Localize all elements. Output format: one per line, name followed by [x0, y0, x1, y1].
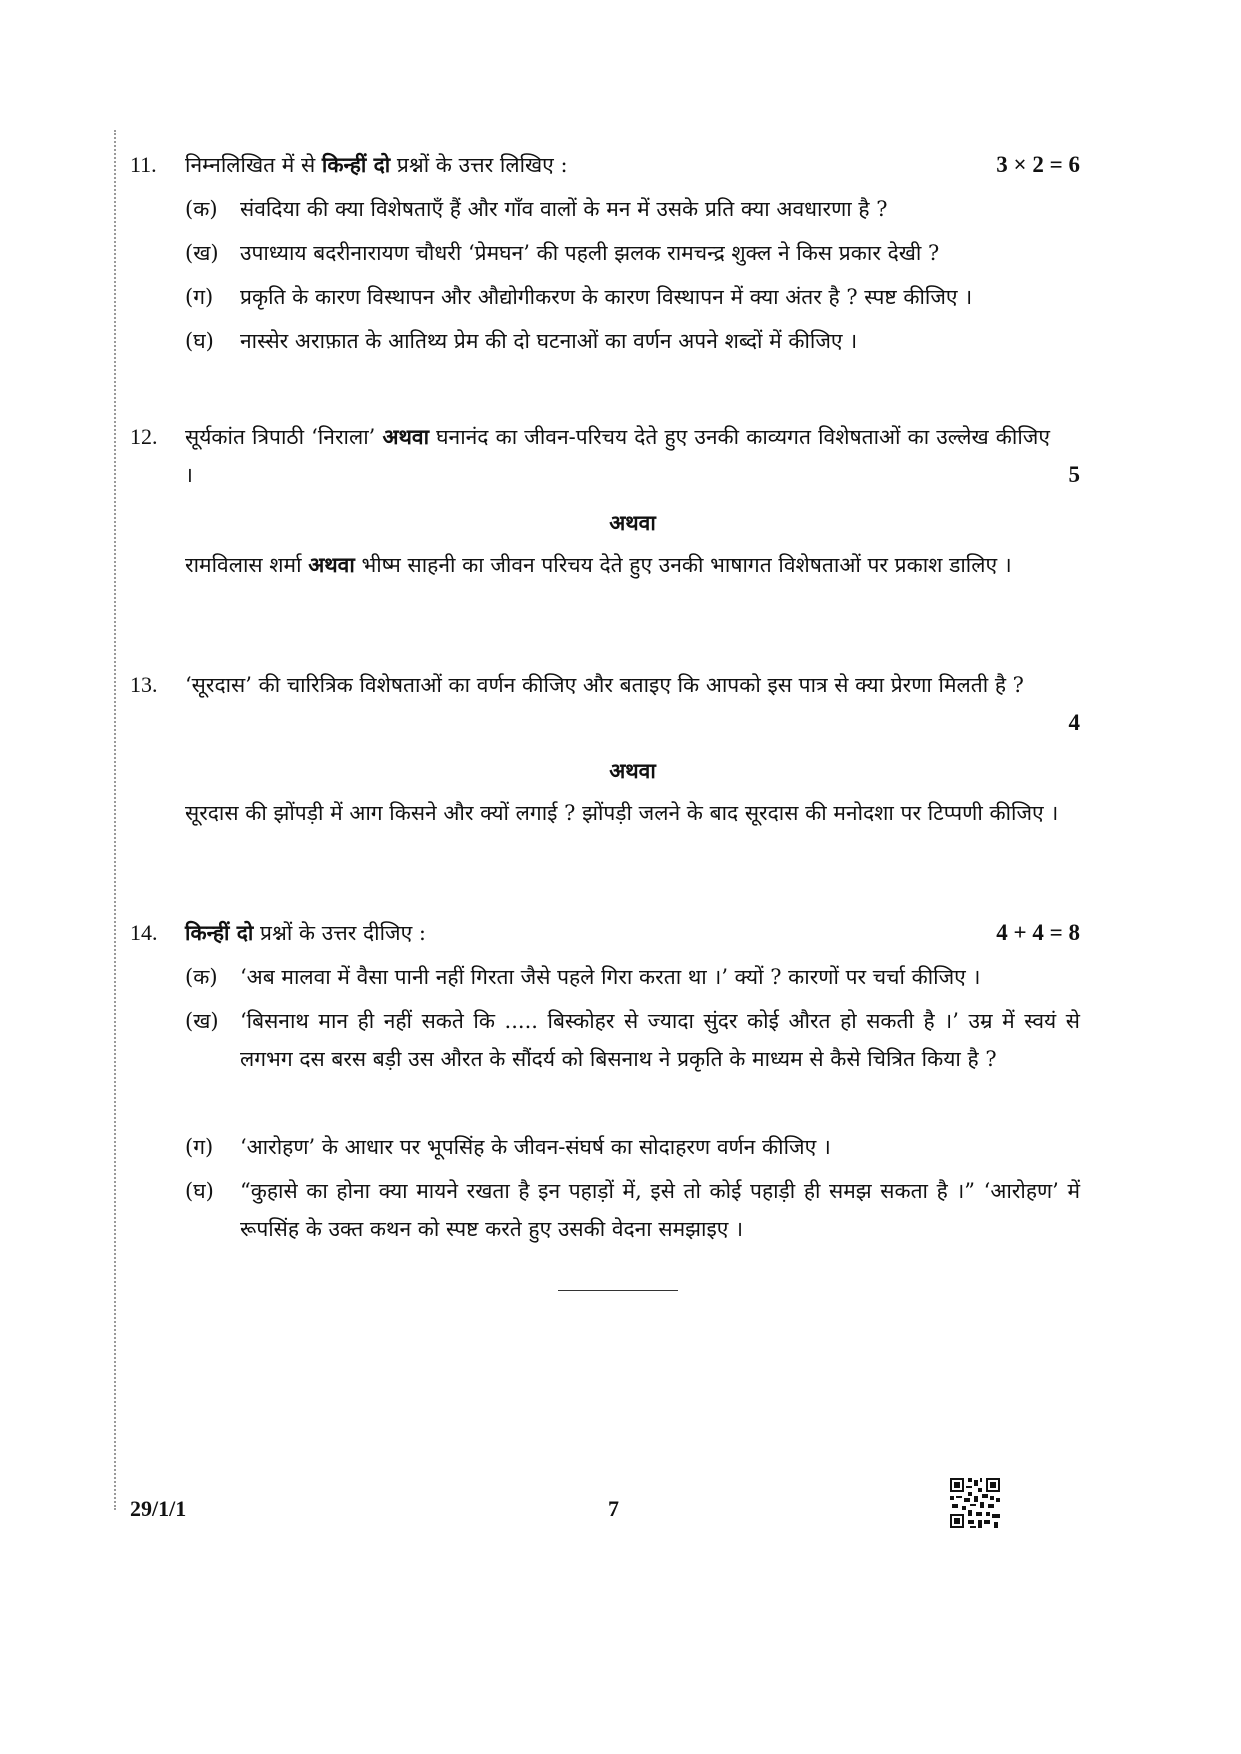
- page-number: 7: [608, 1496, 619, 1521]
- alternative-question: सूरदास की झोंपड़ी में आग किसने और क्यों लगाई ? झोंपड़ी जलने के बाद सूरदास की मनोदशा पर टिप्पणी कीजिए ।: [185, 801, 1059, 825]
- end-rule: [558, 1290, 678, 1291]
- question-number: 12.: [130, 424, 158, 449]
- question-marks: 4: [1068, 710, 1080, 735]
- question-number: 14.: [130, 920, 158, 945]
- margin-dotted-line: [114, 130, 116, 1510]
- question-text: किन्हीं दो प्रश्नों के उत्तर दीजिए :: [185, 920, 426, 945]
- or-label: अथवा: [609, 510, 656, 535]
- question-11: 11. निम्नलिखित में से किन्हीं दो प्रश्नों के उत्तर लिखिए : 3 × 2 = 6 (क) संवदिया की क्या विशेषताएँ हैं और गाँव वालों के मन में उसके प्रति क्या अवधारणा है ? (ख) उपाध्याय बदरीनारायण चौधरी ‘प्रेमघन’ की पहली झलक रामचन्द्र शुक्ल ने किस प्रकार देखी ? (ग) प्रकृति के कारण विस्थापन और औद्योगीकरण के कारण विस्थापन में क्या अंतर है ? स्पष्ट कीजिए । (घ) नास्सेर अराफ़ात के आतिथ्य प्रेम की दो घटनाओं का वर्णन अपने शब्दों में कीजिए ।: [130, 146, 1080, 366]
- or-label: अथवा: [609, 758, 656, 783]
- question-text: ‘सूरदास’ की चारित्रिक विशेषताओं का वर्णन कीजिए और बताइए कि आपको इस पात्र से क्या प्रेरणा मिलती है ?: [185, 673, 1024, 697]
- qr-code-icon: [950, 1478, 1000, 1528]
- question-text: सूर्यकांत त्रिपाठी ‘निराला’ अथवा घनानंद का जीवन-परिचय देते हुए उनकी काव्यगत विशेषताओं का उल्लेख कीजिए ।: [185, 424, 1050, 487]
- paper-code: 29/1/1: [130, 1496, 187, 1521]
- question-text: निम्नलिखित में से किन्हीं दो प्रश्नों के उत्तर लिखिए :: [185, 152, 568, 177]
- question-number: 13.: [130, 672, 158, 697]
- question-13: [130, 666, 1080, 866]
- question-14: 14. किन्हीं दो प्रश्नों के उत्तर दीजिए : 4 + 4 = 8 (क) ‘अब मालवा में वैसा पानी नहीं गिरता जैसे पहले गिरा करता था ।’ क्यों ? कारणों पर चर्चा कीजिए । (ख) ‘बिसनाथ मान ही नहीं सकते कि ..... बिस्कोहर से ज्यादा सुंदर कोई औरत हो सकती है ।’ उम्र में स्वयं से लगभग दस बरस बड़ी उस औरत के सौंदर्य को बिसनाथ ने प्रकृति के माध्यम से कैसे चित्रित किया है ? (ग) ‘आरोहण’ के आधार पर भूपसिंह के जीवन-संघर्ष का सोदाहरण वर्णन कीजिए । (घ) “कुहासे का होना क्या मायने रखता है इन पहाड़ों में, इसे तो कोई पहाड़ी ही समझ सकता है ।” ‘आरोहण’ में रूपसिंह के उक्त कथन को स्पष्ट करते हुए उसकी वेदना समझाइए ।: [130, 914, 1080, 1244]
- question-marks: 3 × 2 = 6: [996, 152, 1080, 177]
- question-marks: 4 + 4 = 8: [996, 920, 1080, 945]
- alternative-question: रामविलास शर्मा अथवा भीष्म साहनी का जीवन परिचय देते हुए उनकी भाषागत विशेषताओं पर प्रकाश डालिए ।: [185, 552, 1012, 577]
- question-12: [130, 418, 1080, 618]
- question-marks: 5: [1068, 462, 1080, 487]
- question-number: 11.: [130, 152, 157, 177]
